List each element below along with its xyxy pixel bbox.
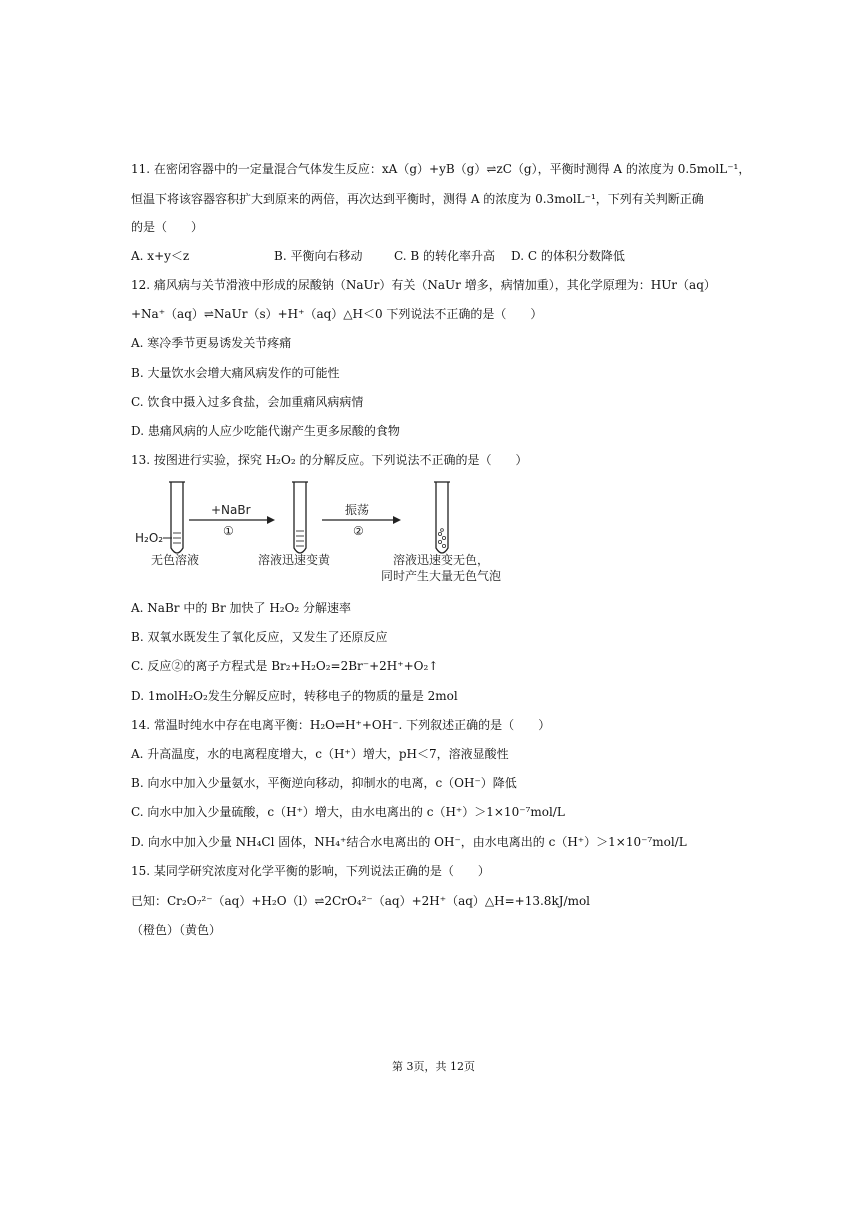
step2-number: ②: [353, 524, 364, 538]
q12-stem-line2: +Na⁺（aq）⇌NaUr（s）+H⁺（aq）△H＜0 下列说法不正确的是（ ）: [131, 307, 543, 321]
q13-option-b: B. 双氧水既发生了氧化反应，又发生了还原反应: [131, 630, 388, 644]
q12-option-d: D. 患痛风病的人应少吃能代谢产生更多尿酸的食物: [131, 424, 400, 438]
tube3-caption-line2: 同时产生大量无色气泡: [381, 569, 502, 583]
q11-stem-line1: 11. 在密闭容器中的一定量混合气体发生反应：xA（g）+yB（g）⇌zC（g），平衡时测得 A 的浓度为 0.5molL⁻¹，: [131, 162, 751, 176]
step1-number: ①: [223, 524, 234, 538]
q11-stem-line3: 的是（ ）: [131, 220, 204, 234]
q11-options: [131, 248, 731, 264]
q15-stem: 15. 某同学研究浓度对化学平衡的影响，下列说法正确的是（ ）: [131, 864, 490, 878]
q11-option-b: B. 平衡向右移动: [274, 249, 363, 263]
test-tube-2: [292, 482, 308, 553]
q12-option-b: B. 大量饮水会增大痛风病发作的可能性: [131, 366, 340, 380]
q14-option-c: C. 向水中加入少量硫酸，c（H⁺）增大，由水电离出的 c（H⁺）＞1×10⁻⁷mol/L: [131, 805, 565, 819]
step2-action-label: 振荡: [345, 503, 370, 517]
q13-option-c: C. 反应②的离子方程式是 Br₂+H₂O₂=2Br⁻+2H⁺+O₂↑: [131, 659, 439, 673]
tube3-caption-line1: 溶液迅速变无色，: [393, 553, 490, 567]
q11-option-d: D. C 的体积分数降低: [511, 249, 625, 263]
tube1-caption: 无色溶液: [151, 553, 200, 567]
q13-option-d: D. 1molH₂O₂发生分解反应时，转移电子的物质的量是 2mol: [131, 689, 458, 703]
q15-known-equation: 已知：Cr₂O₇²⁻（aq）+H₂O（l）⇌2CrO₄²⁻（aq）+2H⁺（aq）△H=+13.8kJ/mol: [131, 894, 591, 908]
tube2-caption: 溶液迅速变黄: [258, 553, 331, 567]
q11-option-c: C. B 的转化率升高: [394, 249, 496, 263]
q11-stem-line2: 恒温下将该容器容积扩大到原来的两倍，再次达到平衡时，测得 A 的浓度为 0.3molL⁻¹，下列有关判断正确: [131, 192, 704, 206]
experiment-diagram: [127, 478, 537, 590]
q14-option-b: B. 向水中加入少量氨水，平衡逆向移动，抑制水的电离，c（OH⁻）降低: [131, 776, 517, 790]
page-number-footer: 第 3页，共 12页: [392, 1060, 475, 1073]
arrow-step-2: [322, 516, 401, 524]
q12-stem-line1: 12. 痛风病与关节滑液中形成的尿酸钠（NaUr）有关（NaUr 增多，病情加重），其化学原理为：HUr（aq）: [131, 278, 716, 292]
q13-option-a: A. NaBr 中的 Br 加快了 H₂O₂ 分解速率: [131, 601, 352, 615]
q11-option-a: A. x+y＜z: [131, 249, 190, 263]
reagent-label: H₂O₂: [135, 531, 164, 545]
q12-option-a: A. 寒冷季节更易诱发关节疼痛: [131, 336, 292, 350]
test-tube-1: [169, 482, 185, 553]
q14-option-a: A. 升高温度，水的电离程度增大，c（H⁺）增大，pH＜7，溶液显酸性: [131, 747, 509, 761]
q15-color-labels: （橙色）（黄色）: [131, 923, 222, 937]
arrow-step-1: [189, 516, 275, 524]
q12-option-c: C. 饮食中摄入过多食盐，会加重痛风病病情: [131, 395, 364, 409]
q13-stem: 13. 按图进行实验，探究 H₂O₂ 的分解反应。下列说法不正确的是（ ）: [131, 453, 528, 467]
step1-reagent-label: +NaBr: [211, 503, 251, 517]
q14-stem: 14. 常温时纯水中存在电离平衡：H₂O⇌H⁺+OH⁻. 下列叙述正确的是（ ）: [131, 718, 551, 732]
test-tube-3: [434, 482, 450, 553]
q14-option-d: D. 向水中加入少量 NH₄Cl 固体，NH₄⁺结合水电离出的 OH⁻，由水电离出的 c（H⁺）＞1×10⁻⁷mol/L: [131, 835, 687, 849]
